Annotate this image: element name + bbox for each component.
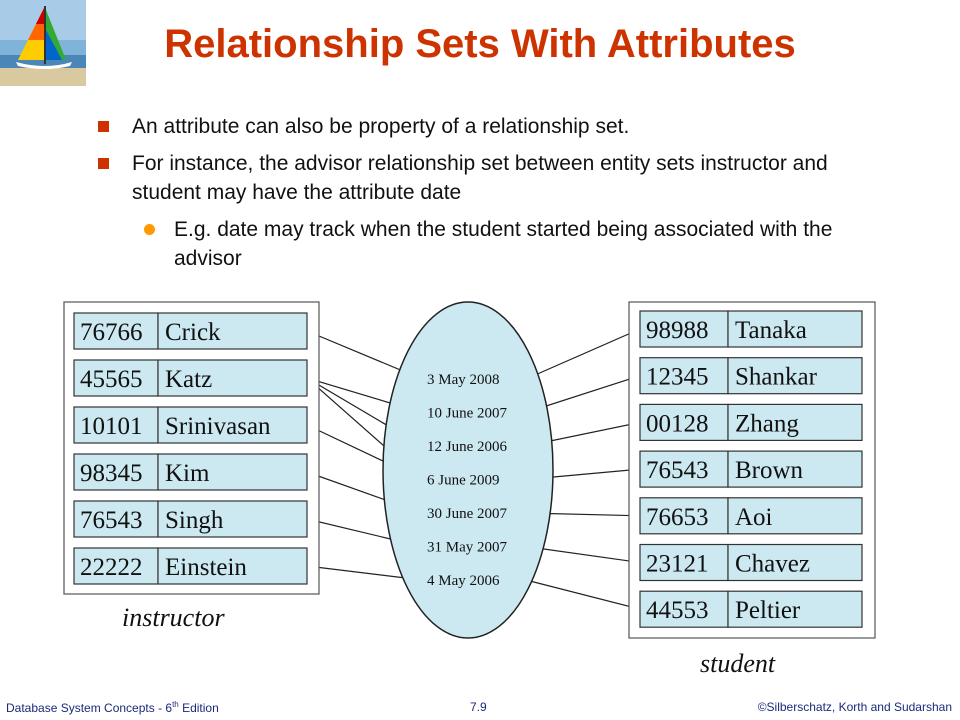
instructor-name: Kim — [165, 460, 210, 487]
date-label: 6 June 2009 — [427, 472, 500, 489]
date-label: 4 May 2006 — [427, 573, 500, 589]
instructor-row — [74, 454, 307, 490]
footer-edition: Edition — [178, 701, 219, 715]
date-label: 10 June 2007 — [427, 405, 507, 422]
footer-book-title: Database System Concepts - 6 — [6, 701, 173, 715]
date-label: 3 May 2008 — [427, 372, 500, 388]
student-name: Peltier — [735, 597, 801, 625]
student-id: 00128 — [646, 410, 709, 438]
student-row — [640, 311, 862, 347]
bullet-text: An attribute can also be property of a relationship set. — [132, 115, 630, 138]
footer-copyright: ©Silberschatz, Korth and Sudarshan — [757, 700, 952, 714]
sub-bullet-text: E.g. date may track when the student started being associated with the advisor — [174, 218, 833, 270]
instructor-name: Einstein — [165, 554, 247, 581]
instructor-id: 22222 — [80, 554, 143, 581]
student-row — [640, 545, 862, 581]
student-row — [640, 358, 862, 394]
student-id: 76543 — [646, 457, 709, 485]
date-label: 30 June 2007 — [427, 506, 507, 522]
instructor-row — [74, 548, 307, 584]
footer-page-number: 7.9 — [470, 700, 487, 714]
instructor-label: instructor — [122, 603, 225, 632]
slide-title: Relationship Sets With Attributes — [164, 22, 796, 66]
instructor-name: Srinivasan — [165, 413, 271, 440]
date-student-link — [526, 329, 640, 379]
student-rows — [640, 311, 862, 627]
instructor-id: 76766 — [80, 319, 143, 346]
bullet-text: For instance, the advisor relationship set between entity sets instructor and student may have the attribute date — [132, 152, 828, 204]
instructor-row — [74, 501, 307, 537]
date-label: 12 June 2006 — [427, 439, 507, 455]
student-row — [640, 451, 862, 487]
student-id: 23121 — [646, 550, 709, 578]
date-label: 31 May 2007 — [427, 539, 507, 556]
instructor-name: Singh — [165, 507, 224, 534]
footer-left — [6, 700, 219, 715]
instructor-row — [74, 407, 307, 443]
student-name: Aoi — [735, 503, 773, 531]
instructor-id: 10101 — [80, 413, 143, 440]
student-id: 44553 — [646, 597, 709, 625]
date-student-link — [526, 580, 640, 609]
instructor-id: 45565 — [80, 366, 143, 393]
student-name: Tanaka — [735, 317, 807, 344]
student-name: Brown — [735, 457, 804, 485]
student-id: 12345 — [646, 363, 709, 391]
instructor-id: 76543 — [80, 507, 143, 534]
student-row — [640, 591, 862, 627]
instructor-row — [74, 313, 307, 349]
instructor-name: Katz — [165, 366, 213, 393]
footer-superscript: th — [172, 700, 179, 709]
student-row — [640, 404, 862, 440]
student-label: student — [700, 649, 776, 678]
student-id: 98988 — [646, 317, 709, 344]
instructor-name: Crick — [165, 319, 221, 346]
student-name: Chavez — [735, 550, 810, 578]
student-row — [640, 498, 862, 534]
instructor-row — [74, 360, 307, 396]
student-id: 76653 — [646, 503, 709, 531]
student-name: Shankar — [735, 363, 817, 391]
instructor-id: 98345 — [80, 460, 143, 487]
student-name: Zhang — [735, 410, 799, 438]
